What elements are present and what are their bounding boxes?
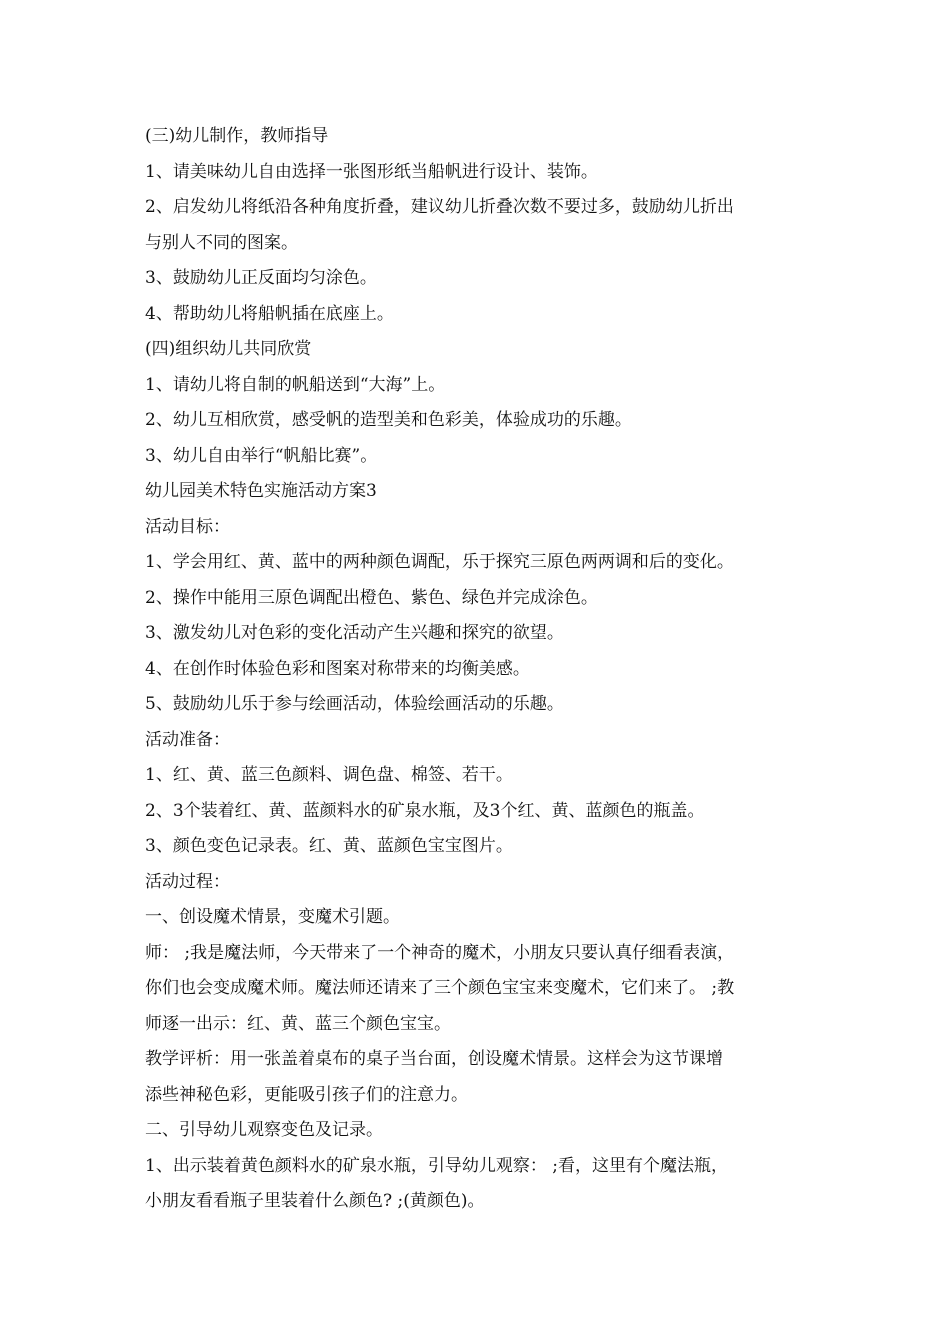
text-line: 1、请幼儿将自制的帆船送到“大海”上。	[145, 374, 446, 395]
text-line: 添些神秘色彩，更能吸引孩子们的注意力。	[145, 1084, 468, 1105]
text-line: 与别人不同的图案。	[145, 232, 298, 253]
text-line: 1、请美味幼儿自由选择一张图形纸当船帆进行设计、装饰。	[145, 161, 598, 182]
text-line: 5、鼓励幼儿乐于参与绘画活动，体验绘画活动的乐趣。	[145, 694, 564, 714]
text-line: 4、在创作时体验色彩和图案对称带来的均衡美感。	[145, 658, 530, 679]
text-line: 1、学会用红、黄、蓝中的两种颜色调配，乐于探究三原色两两调和后的变化。	[145, 552, 734, 572]
document-body	[145, 119, 813, 1220]
text-line: 3、幼儿自由举行“帆船比赛”。	[145, 445, 378, 466]
text-line: 3、激发幼儿对色彩的变化活动产生兴趣和探究的欲望。	[145, 623, 564, 643]
text-line: 师： ;我是魔法师，今天带来了一个神奇的魔术，小朋友只要认真仔细看表演，	[145, 942, 735, 963]
text-line: 2、启发幼儿将纸沿各种角度折叠，建议幼儿折叠次数不要过多，鼓励幼儿折出	[145, 197, 734, 217]
plan-title: 幼儿园美术特色实施活动方案3	[145, 481, 377, 501]
text-line: 4、帮助幼儿将船帆插在底座上。	[145, 303, 394, 324]
process-heading: 活动过程：	[145, 871, 230, 892]
text-line: 2、幼儿互相欣赏，感受帆的造型美和色彩美，体验成功的乐趣。	[145, 410, 632, 430]
text-line: 二、引导幼儿观察变色及记录。	[145, 1120, 383, 1140]
text-line: 1、红、黄、蓝三色颜料、调色盘、棉签、若干。	[145, 765, 513, 785]
text-line: 你们也会变成魔术师。魔法师还请来了三个颜色宝宝来变魔术，它们来了。 ;教	[145, 978, 735, 998]
section-heading-3: (三)幼儿制作，教师指导	[145, 126, 329, 146]
preparation-heading: 活动准备：	[145, 729, 230, 750]
text-line: 1、出示装着黄色颜料水的矿泉水瓶，引导幼儿观察： ;看，这里有个魔法瓶，	[145, 1155, 728, 1176]
text-line: 一、创设魔术情景，变魔术引题。	[145, 907, 400, 927]
text-line: 教学评析：用一张盖着桌布的桌子当台面，创设魔术情景。这样会为这节课增	[145, 1049, 723, 1069]
text-line: 3、鼓励幼儿正反面均匀涂色。	[145, 268, 377, 288]
text-line: 3、颜色变色记录表。红、黄、蓝颜色宝宝图片。	[145, 836, 513, 856]
section-heading-4: (四)组织幼儿共同欣赏	[145, 339, 312, 359]
text-line: 小朋友看看瓶子里装着什么颜色? ;(黄颜色)。	[145, 1191, 485, 1211]
text-line: 2、操作中能用三原色调配出橙色、紫色、绿色并完成涂色。	[145, 587, 598, 608]
goals-heading: 活动目标：	[145, 516, 230, 537]
text-line: 师逐一出示：红、黄、蓝三个颜色宝宝。	[145, 1013, 451, 1034]
text-line: 2、3个装着红、黄、蓝颜料水的矿泉水瓶，及3个红、黄、蓝颜色的瓶盖。	[145, 800, 705, 821]
